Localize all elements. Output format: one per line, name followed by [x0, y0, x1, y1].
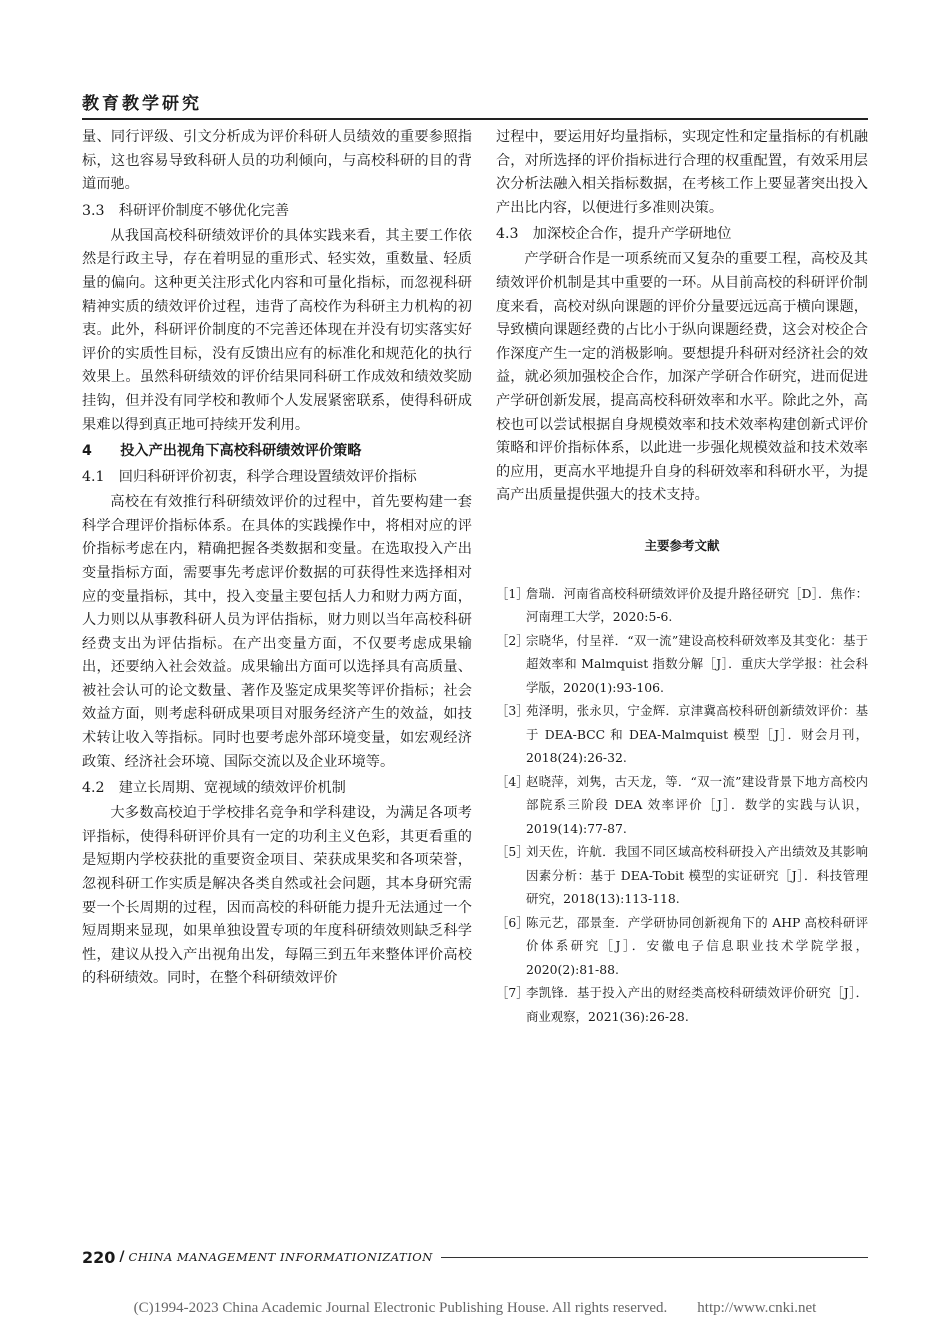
reference-number: ［5］: [496, 844, 529, 860]
reference-item: [496, 699, 868, 770]
reference-number: ［7］: [496, 985, 529, 1001]
reference-text: 詹瑞．河南省高校科研绩效评价及提升路径研究［D］．焦作：河南理工大学，2020:5-6.: [526, 585, 868, 625]
running-header: [82, 84, 868, 120]
reference-item: [496, 840, 868, 911]
reference-item: [496, 911, 868, 982]
section-heading-4: 4 投入产出视角下高校科研绩效评价策略: [82, 443, 362, 460]
reference-text: 赵晓萍，刘隽，古天龙，等．“双一流”建设背景下地方高校内部院系三阶段 DEA 效率评价［J］．数学的实践与认识，2019(14):77-87.: [526, 773, 868, 836]
copyright-notice: (C)1994-2023 China Academic Journal Electronic Publishing House. All rights reserved. http://www.cnki.net: [133, 1300, 817, 1316]
subsection-heading-3-3: 3.3 科研评价制度不够优化完善: [82, 202, 290, 219]
references-title: 主要参考文献: [644, 537, 720, 553]
reference-number: ［1］: [496, 585, 529, 601]
reference-item: [496, 981, 868, 1028]
reference-number: ［2］: [496, 632, 529, 648]
footer-rule: [441, 1257, 868, 1258]
paragraph: 产学研合作是一项系统而又复杂的重要工程，高校及其绩效评价机制是其中重要的一环。从目前高校的科研评价制度来看，高校对纵向课题的评价分量要远远高于横向课题，导致横向课题经费的占比小于纵向课题经费，这会对校企合作深度产生一定的消极影响。要想提升科研对经济社会的效益，就必须加强校企合作，加深产学研合作研究，进而促进产学研创新发展，提高高校科研效率和水平。除此之外，高校也可以尝试根据自身规模效率和技术效率构建创新式评价策略和评价指标体系，以此进一步强化规模效益和技术效率的应用，更高水平地提升自身的科研效率和科研水平，为提高产出质量提供强大的技术支持。: [496, 251, 868, 504]
footer-separator: /: [119, 1249, 125, 1265]
reference-item: [496, 770, 868, 841]
subsection-heading-4-1: 4.1 回归科研评价初衷，科学合理设置绩效评价指标: [82, 469, 417, 486]
reference-number: ［6］: [496, 914, 529, 930]
paragraph: 高校在有效推行科研绩效评价的过程中，首先要构建一套科学合理评价指标体系。在具体的实践操作中，将相对应的评价指标考虑在内，精确把握各类数据和变量。在选取投入产出变量指标方面，需要事先考虑评价数据的可获得性来选择相对应的变量指标，其中，投入变量主要包括人力和财力两方面，人力则以从事教科研人员为评估指标，财力则以当年高校科研经费支出为评估指标。在产出变量方面，不仅要考虑成果输出，还要纳入社会效益。成果输出方面可以选择具有高质量、被社会认可的论文数量、著作及鉴定成果奖等评价指标；社会效益方面，则考虑科研成果项目对服务经济产生的效益，如技术转让收入等指标。同时也要考虑外部环境变量，如宏观经济政策、经济社会环境、国际交流以及企业环境等。: [82, 494, 472, 770]
paragraph: 大多数高校迫于学校排名竞争和学科建设，为满足各项考评指标，使得科研评价具有一定的功利主义色彩，其更看重的是短期内学校获批的重要资金项目、荣获成果奖和各项荣誉，忽视科研工作实质是解决各类自然或社会问题，其本身研究需要一个长周期的过程，因而高校的科研能力提升无法通过一个短周期来显现，如果单独设置专项的年度科研绩效则缺乏科学性，建议从投入产出视角出发，每隔三到五年来整体评价高校的科研绩效。同时，在整个科研绩效评价: [82, 805, 472, 987]
reference-number: ［3］: [496, 703, 529, 719]
paragraph: 从我国高校科研绩效评价的具体实践来看，其主要工作依然是行政主导，存在着明显的重形式、轻实效，重数量、轻质量的偏向。这种更关注形式化内容和可量化指标，而忽视科研精神实质的绩效评价过程，违背了高校作为科研主力机构的初衷。此外，科研评价制度的不完善还体现在并没有切实落实好评价的实质性目标，没有反馈出应有的标准化和规范化的执行效果上。虽然科研绩效的评价结果同科研工作成效和绩效奖励挂钩，但并没有同学校和教师个人发展紧密联系，使得科研成果难以得到真正地可持续开发利用。: [82, 227, 472, 433]
page-footer: [82, 1246, 868, 1268]
subsection-heading-4-2: 4.2 建立长周期、宽视域的绩效评价机制: [82, 780, 346, 797]
subsection-heading-4-3: 4.3 加深校企合作，提升产学研地位: [496, 226, 732, 243]
reference-text: 李凯锋．基于投入产出的财经类高校科研绩效评价研究［J］．商业观察，2021(36):26-28.: [526, 985, 868, 1024]
reference-text: 刘天佐，许航．我国不同区域高校科研投入产出绩效及其影响因素分析：基于 DEA-Tobit 模型的实证研究［J］．科技管理研究，2018(13):113-118.: [526, 844, 868, 907]
paragraph: 过程中，要运用好均量指标，实现定性和定量指标的有机融合，对所选择的评价指标进行合理的权重配置，有效采用层次分析法融入相关指标数据，在考核工作上要显著突出投入产出比内容，以便进行多准则决策。: [496, 129, 868, 216]
left-column: [82, 126, 472, 991]
right-column: [496, 126, 868, 1028]
reference-text: 苑泽明，张永贝，宁金辉．京津冀高校科研创新绩效评价：基于 DEA-BCC 和 DEA-Malmquist 模型［J］．财会月刊，2018(24):26-32.: [526, 703, 868, 766]
reference-item: [496, 582, 868, 629]
reference-number: ［4］: [496, 773, 529, 789]
page-number: 220: [82, 1247, 116, 1267]
journal-name: CHINA MANAGEMENT INFORMATIONIZATION: [128, 1250, 433, 1264]
paragraph: 量、同行评级、引文分析成为评价科研人员绩效的重要参照指标，这也容易导致科研人员的功利倾向，与高校科研的目的背道而驰。: [82, 129, 472, 193]
section-title: 教育教学研究: [82, 94, 202, 114]
reference-text: 宗晓华，付呈祥．“双一流”建设高校科研效率及其变化：基于超效率和 Malmquist 指数分解［J］．重庆大学学报：社会科学版，2020(1):93-106.: [526, 632, 868, 695]
reference-item: [496, 629, 868, 700]
reference-list: [496, 582, 868, 1029]
reference-text: 陈元艺，邵景奎．产学研协同创新视角下的 AHP 高校科研评价体系研究［J］．安徽电子信息职业技术学院学报，2020(2):81-88.: [526, 914, 868, 977]
